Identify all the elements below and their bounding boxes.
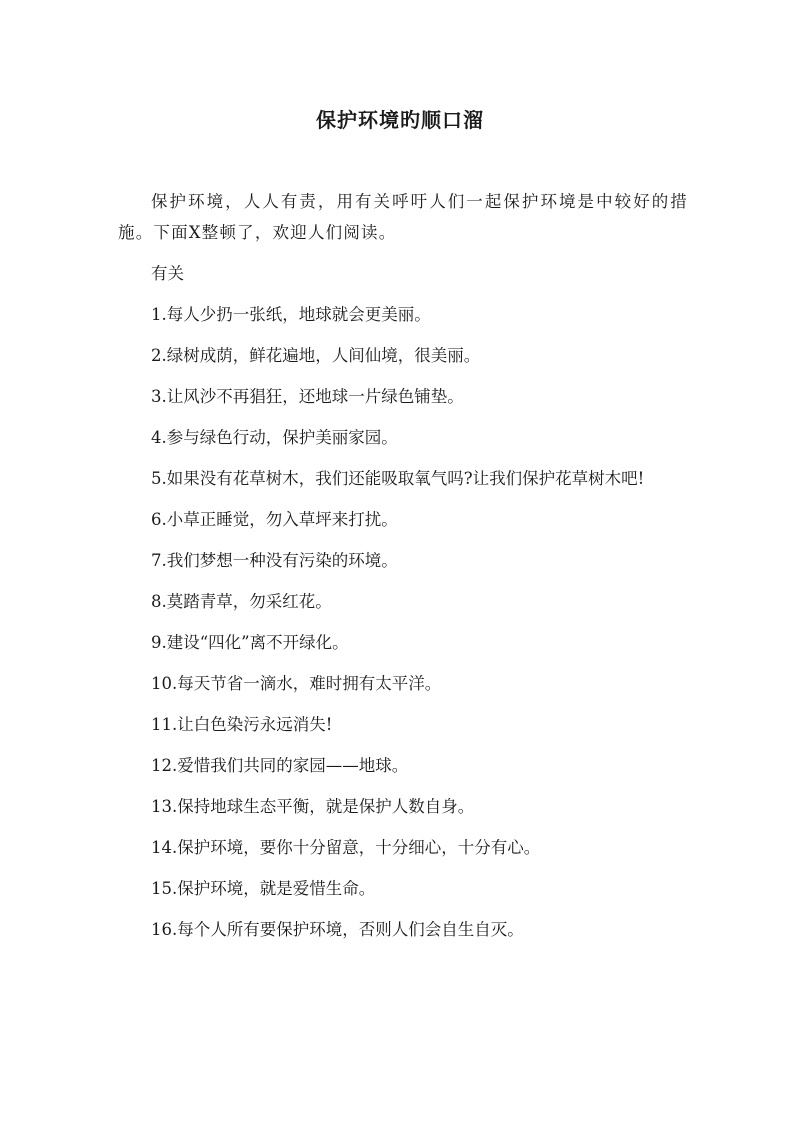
list-item: 10.每天节省一滴水，难时拥有太平洋。: [151, 674, 442, 693]
document-title: 保护环境旳顺口溜: [316, 108, 484, 132]
list-item: 2.绿树成荫，鲜花遍地，人间仙境，很美丽。: [151, 346, 481, 365]
list-item: 9.建设“四化”离不开绿化。: [151, 633, 349, 652]
list-item: 14.保护环境，要你十分留意，十分细心，十分有心。: [151, 838, 541, 857]
list-item: 8.莫踏青草，勿采红花。: [151, 592, 332, 611]
list-item: 1.每人少扔一张纸，地球就会更美丽。: [151, 305, 431, 324]
list-item: 15.保护环境，就是爱惜生命。: [151, 879, 376, 898]
list-item: 3.让风沙不再猖狂，还地球一片绿色铺垫。: [151, 387, 464, 406]
list-item: 12.爱惜我们共同的家园——地球。: [151, 756, 409, 775]
list-item: 5.如果没有花草树木，我们还能吸取氧气吗?让我们保护花草树木吧!: [151, 469, 645, 488]
section-label: 有关: [151, 264, 184, 283]
document-body: [118, 186, 688, 955]
intro-paragraph: 保护环境，人人有责，用有关呼吁人们一起保护环境是中较好的措施。下面X整顿了，欢迎人们阅读。: [118, 192, 688, 242]
list-item: 7.我们梦想一种没有污染的环境。: [151, 551, 398, 570]
list-item: 6.小草正睡觉，勿入草坪来打扰。: [151, 510, 398, 529]
list-item: 4.参与绿色行动，保护美丽家园。: [151, 428, 398, 447]
list-item: 16.每个人所有要保护环境，否则人们会自生自灭。: [151, 920, 524, 939]
list-item: 11.让白色染污永远消失!: [151, 715, 333, 734]
list-item: 13.保持地球生态平衡，就是保护人数自身。: [151, 797, 475, 816]
